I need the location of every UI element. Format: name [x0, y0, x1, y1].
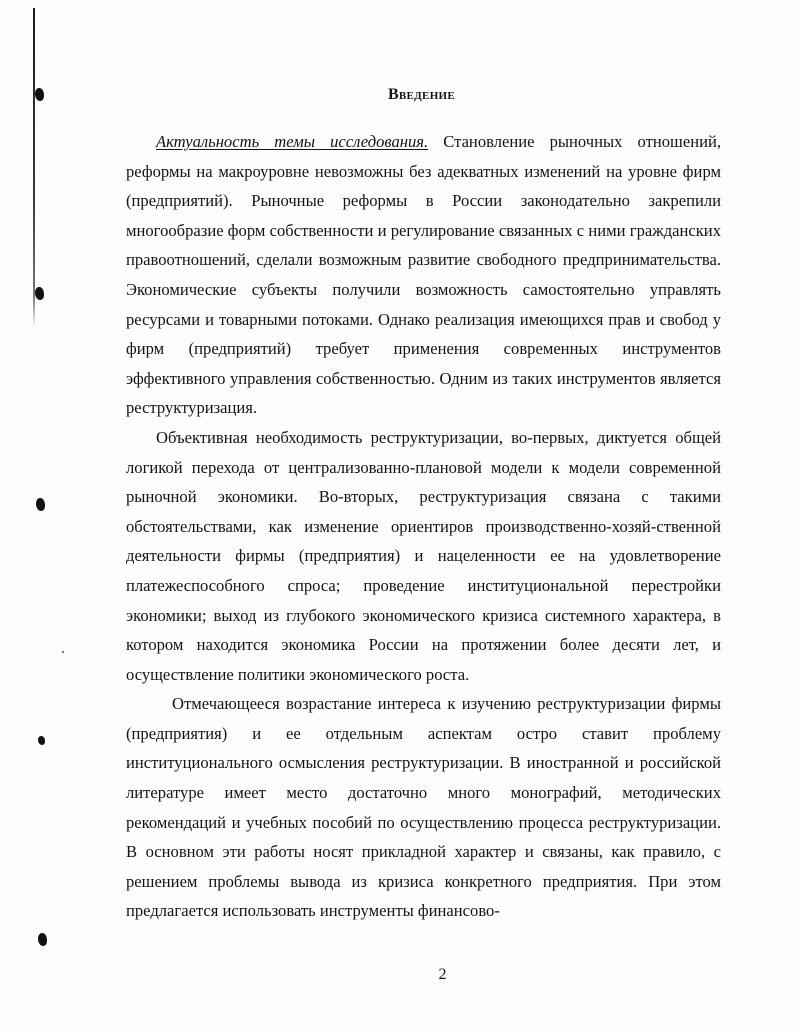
binding-hole-mark	[35, 287, 44, 300]
scan-speck	[62, 651, 64, 653]
page-title: Введение	[387, 86, 456, 103]
paragraph-relevance	[126, 127, 721, 423]
binding-hole-mark	[38, 933, 47, 946]
paragraph-necessity: Объективная необходимость реструктуризации, во-первых, диктуется общей логикой перехода от централизованно-плановой модели к модели современной рыночной экономики. Во-вторых, реструктуризация связана с такими обстоятельствами, как изменение ориентиров производственно-хозяй-ственной деятельности фирмы (предприятия) и нацеленности ее на удовлетворение платежеспособного спроса; проведение институциональной перестройки экономики; выход из глубокого экономического кризиса системного характера, в котором находится экономика России на протяжении более десяти лет, и осуществление политики экономического роста.	[126, 427, 721, 684]
scan-binding-edge	[33, 8, 35, 328]
binding-hole-mark	[38, 736, 45, 745]
paragraph-lead-emphasis: Актуальность темы исследования.	[156, 132, 429, 151]
page-number: 2	[438, 966, 447, 983]
binding-hole-mark	[36, 498, 45, 511]
paragraph-text: Становление рыночных отношений, реформы на макроуровне невозможны без адекватных изменений на уровне фирм (предприятий). Рыночные реформы в России законодательно закрепили многообразие форм собственности и регулирование связанных с ними гражданских правоотношений, сделали возможным развитие свободного предпринимательства. Экономические субъекты получили возможность самостоятельно управлять ресурсами и товарными потоками. Однако реализация имеющихся прав и свобод у фирм (предприятий) требует применения современных инструментов эффективного управления собственностью. Одним из таких инструментов является реструктуризация.	[126, 132, 721, 418]
body-text	[126, 127, 721, 926]
paragraph-interest: Отмечающееся возрастание интереса к изучению реструктуризации фирмы (предприятия) и ее отдельным аспектам остро ставит проблему институционального осмысления реструктуризации. В иностранной и российской литературе имеет место достаточно много монографий, методических рекомендаций и учебных пособий по осуществлению процесса реструктуризации. В основном эти работы носят прикладной характер и связаны, как правило, с решением проблемы вывода из кризиса конкретного предприятия. При этом предлагается использовать инструменты финансово-	[126, 694, 721, 921]
